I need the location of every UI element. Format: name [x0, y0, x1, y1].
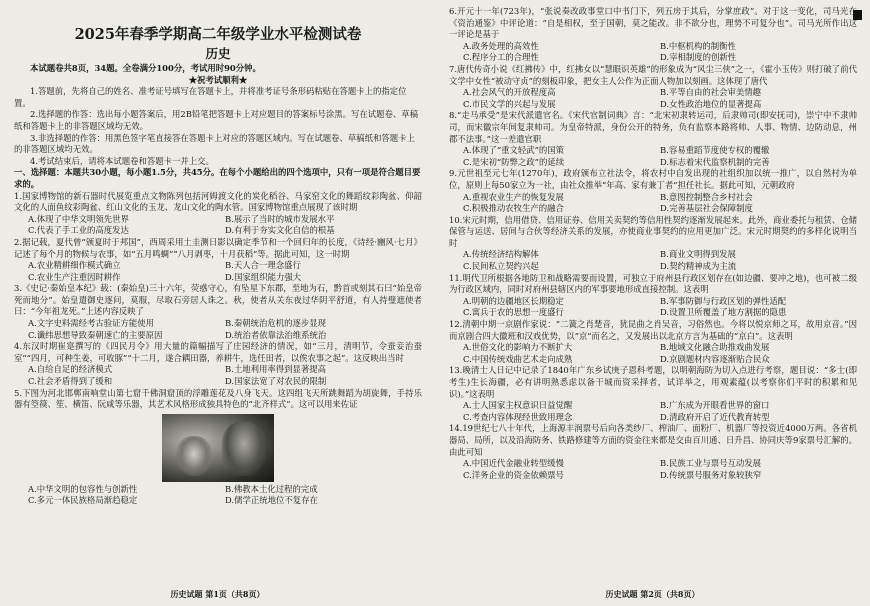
option-c: C.程序分工的合理性 — [463, 52, 539, 63]
option-c: C.洋务企业的资金依赖票号 — [463, 469, 564, 480]
question-options — [449, 192, 857, 215]
question-stem: 8.“走马承受”是宋代派遣官名。《宋代官制词典》言：“北宋初隶转运司，后隶帅司(即安抚司)，崇宁中不隶帅司，而宋徽宗年间复隶帅司。为皇帝特派，身份公开的特务，负有监察本路将帅、人事、物情、边防动息，州郡不法事。”这一差遣官职 — [449, 110, 857, 144]
relief-figure-left — [176, 436, 212, 476]
option-c: C.考查内容体现经世致用理念 — [463, 411, 573, 422]
option-b: B.军事防御与行政区划的弹性适配 — [660, 295, 787, 306]
option-c: C.是宋初“防弊之政”的延续 — [463, 156, 565, 167]
page-footer-right: 历史试题 第2页（共8页） — [605, 589, 700, 599]
option-b: B.商业文明得到发展 — [660, 249, 736, 260]
note-2: 2.选择题的作答：选出每小题答案后，用2B铅笔把答题卡上对应题目的答案标号涂黑。写在试题卷、草稿纸和答题卡上的非答题区域均无效。 — [14, 109, 418, 131]
question-options — [449, 249, 857, 272]
option-c: C.谶纬思想导致秦朝速亡的主要原因 — [28, 329, 163, 340]
option-a: A.政务处理的高效性 — [463, 40, 539, 51]
question-stem: 10.宋元时期，信用借贷、信用证券、信用关卖契约等信用性契约逐渐发展起来。此外，商业委托与租赁、仓储保管与运送、居间与合伙等经济关系的发展，亦使商业事契约的应用更加广泛。宋元时期契约的多样化说明当时 — [449, 214, 857, 248]
option-a: A.中国近代金融业转型缓慢 — [463, 458, 564, 469]
good-luck-line: ★祝考试顺利★ — [188, 74, 248, 85]
option-b: B.广东成为开眼看世界的窗口 — [660, 400, 770, 411]
question-4 — [14, 341, 422, 387]
note-1: 1.答题前，先将自己的姓名、准考证号填写在答题卡上，并将准考证号条形码粘贴在答题卡上的指定位置。 — [14, 86, 407, 108]
question-options — [449, 87, 857, 110]
option-d: D.统治者依靠法治维系统治 — [225, 329, 327, 340]
option-c: C.社会矛盾得到了缓和 — [28, 376, 113, 387]
question-stem: 6.开元十一年(723年)，“张说奏改政事堂口中书门下，列五房于其后，分掌庶政”。对于这一变化，司马光在《资治通鉴》中评论道：“自是相权，至于国朝，莫之能改。非不欲分也，理势不可复分也”。司马光所作出这一评论是基于 — [449, 6, 857, 40]
question-11 — [449, 273, 857, 319]
option-b: B.容易重蹈节度使专权的覆辙 — [660, 145, 770, 156]
exam-info: 本试题卷共8页，34题。全卷满分100分，考试用时90分钟。 — [30, 63, 261, 73]
option-c: C.寓兵于农的思想一度盛行 — [463, 307, 564, 318]
option-c: C.代表了手工业的高度发达 — [28, 225, 129, 236]
option-d: D.京剧题材内容逐渐贴合民众 — [660, 353, 770, 364]
question-stem: 12.清朝中期一京剧作家说：“二簧之肖楚音，犹昆曲之肖吴音，习俗然也。今将以悦京师之耳，故用京音。”因而京剧合四大徽班和汉戏优势，以“京”而名之，又发展出以北京方言为基础的“京白”。这表明 — [449, 319, 857, 341]
question-12 — [449, 319, 857, 365]
question-1 — [14, 191, 422, 237]
option-a: A.重视农业生产的恢复发展 — [463, 191, 564, 202]
option-d: D.设置卫所覆盖了地方割据的隐患 — [660, 307, 787, 318]
question-14 — [449, 423, 857, 481]
question-options — [449, 458, 857, 481]
question-stem: 9.元世祖至元七年(1270年)，政府颁布立社法令，将农村中自发出现的社组织加以统一推广，以自然村为单位，原则上每50家立为一社，由社众推举“年高、家有兼丁者”担任社长。据此可知，元朝政府 — [449, 168, 857, 190]
cave-relief-photo — [162, 414, 274, 482]
question-stem: 3.《史记·秦始皇本纪》载：(秦始皇)三十六年，荧惑守心，有坠星下东郡，至地为石，黔首或刻其石曰“始皇帝死而地分”。始皇遣御史逐问，莫服，尽取石旁居人诛之。秋，使者从关东夜过华阴平舒道，有人持璧遮使者曰：“今年祖龙死。”上述内容反映了 — [14, 283, 422, 317]
option-b: B.民族工业与票号互动发展 — [660, 458, 761, 469]
option-d: D.女性政治地位的显著提高 — [660, 98, 762, 109]
option-d: D.传统票号服务对象较狭窄 — [660, 469, 762, 480]
option-d: D.有利于夯实文化自信的根基 — [225, 225, 335, 236]
exam-title: 2025年春季学期高二年级学业水平检测试卷 — [74, 26, 362, 43]
option-b: B.地域文化融合助推戏曲发展 — [660, 342, 770, 353]
option-d: D.儒学正统地位不复存在 — [225, 495, 318, 506]
question-3 — [14, 283, 422, 341]
option-c: C.多元一体民族格局渐趋稳定 — [28, 495, 138, 506]
option-d: D.标志着宋代监察机制的完善 — [660, 156, 770, 167]
exam-page-right — [435, 0, 870, 606]
question-stem: 2.据记载，夏代曾“颁夏时于邦国”，西周采用土圭测日影以确定季节和一个回归年的长度，《诗经·豳风·七月》记述了每个月的物候与农事，如“五月鸣蜩”“八月剥枣，十月获稻”等。据此可知，这一时期 — [14, 236, 422, 259]
relief-figure-right — [222, 422, 266, 476]
option-a: A.自给自足的经济模式 — [28, 364, 113, 375]
option-d: D.宰相制度的创新性 — [660, 52, 737, 63]
option-c: C.民间私立契约兴起 — [463, 261, 539, 272]
question-options — [14, 484, 422, 507]
option-a: A.传统经济结构解体 — [463, 249, 539, 260]
note-3: 3.非选择题的作答：用黑色签字笔直接答在答题卡上对应的答题区域内。写在试题卷、草稿纸和答题卡上的非答题区域均无效。 — [14, 132, 415, 155]
question-options — [14, 260, 422, 283]
option-b: B.佛教本土化过程的完成 — [225, 483, 318, 494]
question-options — [449, 145, 857, 168]
option-d: D.国家法宽了对农民的限制 — [225, 376, 327, 387]
question-2 — [14, 237, 422, 283]
option-c: C.中国传统戏曲艺术走向成熟 — [463, 353, 573, 364]
option-d: D.契约精神成为主流 — [660, 261, 737, 272]
question-6 — [449, 6, 857, 64]
option-b: B.平等自由的社会审美情趣 — [660, 87, 761, 98]
question-stem: 5.下图为河北邯郸南响堂山第七窟千佛洞窟顶的浮雕莲花及八身飞天。这四组飞天所跳舞蹈为胡旋舞，手持乐器有箜篌、笙、横笛、阮咸等乐器，其艺术风格形成独具特色的“北齐样式”。这可以用来佐证 — [14, 387, 422, 410]
option-b: B.展示了当时的城市发展水平 — [225, 213, 335, 224]
option-b: B.秦朝统治危机的逐步显现 — [225, 318, 326, 329]
question-options — [449, 400, 857, 423]
question-stem: 11.明代卫所根据各地防卫和战略需要而设置，可独立于府州县行政区划存在(如边疆、要冲之地)，也可被二级为行政区域内，同时对府州县辖区内的军事要地形成直接控制。这表明 — [449, 272, 857, 295]
option-a: A.中华文明的包容性与创新性 — [28, 483, 138, 494]
option-a: A.文字史料需经考古验证方能使用 — [28, 318, 154, 329]
question-stem: 1.国家博物馆的新石器时代展览重点文物陈列包括河姆渡文化的炭化稻谷、马家窑文化的舞蹈纹彩陶盆、仰韶文化的人面鱼纹彩陶盆、红山文化的玉龙、龙山文化的陶水管。国家博物馆重点展现了该时期 — [14, 190, 422, 213]
question-options — [449, 342, 857, 365]
option-a: A.士人国家主权意识日益觉醒 — [463, 400, 573, 411]
option-b: B.天人合一理念盛行 — [225, 260, 301, 271]
option-b: B.中枢机构的制衡性 — [660, 40, 736, 51]
option-a: A.体现了“重文轻武”的国策 — [463, 145, 565, 156]
section-heading: 一、选择题：本题共30小题，每小题1.5分，共45分。在每个小题给出的四个选项中，只有一项是符合题目要求的。 — [14, 167, 421, 189]
option-c: C.市民文学的兴起与发展 — [463, 98, 556, 109]
option-a: A.明朝的边疆地区长期稳定 — [463, 295, 564, 306]
question-stem: 14.19世纪七八十年代，上海源丰润票号后向各类纱厂、榨油厂、面粉厂、机器厂等投资近4000万两。各省机器局、局所，以及沿海防务、铁路修建等方面的资金往来都是交由百川通、日升昌、协同庆等9家票号汇解的。由此可知 — [449, 423, 857, 457]
option-a: A.世俗文化的影响力不断扩大 — [463, 342, 573, 353]
page-footer-left: 历史试题 第1页（共8页） — [170, 589, 265, 599]
page-left-column — [14, 6, 422, 507]
question-options — [14, 214, 422, 237]
question-stem: 13.晚清士人日记中记录了1840年广东乡试庚子恩科考题，以明朝海防为切入点进行考察，题目说：“多士(即考生)生长海疆，必有讲明熟悉虑以备干城而资采择者，试详举之，用观素蕴(以考察你们平时的积累和见识)。”这表明 — [449, 365, 857, 399]
option-d: D.清政府开启了近代教育转型 — [660, 411, 770, 422]
option-a: A.体现了中华文明领先世界 — [28, 213, 129, 224]
question-8 — [449, 110, 857, 168]
question-stem: 7.唐代传奇小说《红拂传》中，红拂女以“慧眼识英雄”的形象成为“风尘三侠”之一，《霍小玉传》则打破了前代文学中女性“被动守贞”的刻板印象，把女主人公作为正面人物加以刻画。这体现了唐代 — [449, 63, 857, 86]
exam-subject: 历史 — [205, 46, 231, 61]
question-options — [14, 318, 422, 341]
option-a: A.社会风气的开放程度高 — [463, 87, 556, 98]
question-options — [449, 41, 857, 64]
page-right-column — [449, 6, 857, 481]
question-7 — [449, 64, 857, 110]
question-options — [449, 296, 857, 319]
question-options — [14, 364, 422, 387]
question-10 — [449, 215, 857, 273]
note-4: 4.考试结束后，请将本试题卷和答题卡一并上交。 — [30, 155, 214, 166]
option-a: A.农业精耕细作模式确立 — [28, 260, 121, 271]
question-5 — [14, 388, 422, 507]
question-13 — [449, 365, 857, 423]
question-stem: 4.东汉时期崔寔撰写的《四民月令》用大量的篇幅描写了庄园经济的情况，如“三月，清明节，令蚕妾治蚕室”“四月，可种生姜，可收豚”“十二月，遂合耦田器，养耕牛，选任田者，以俟农事之起”。这反映出当时 — [14, 341, 422, 363]
question-9 — [449, 168, 857, 214]
option-d: D.完善基层社会保障制度 — [660, 203, 753, 214]
option-c: C.积极推动农牧生产的融合 — [463, 203, 564, 214]
option-d: D.国家组织能力强大 — [225, 271, 302, 282]
option-b: B.意图控制整合乡村社会 — [660, 191, 753, 202]
option-c: C.农业生产注重因时耕作 — [28, 271, 121, 282]
option-b: B.土地利用率得到显著提高 — [225, 364, 326, 375]
